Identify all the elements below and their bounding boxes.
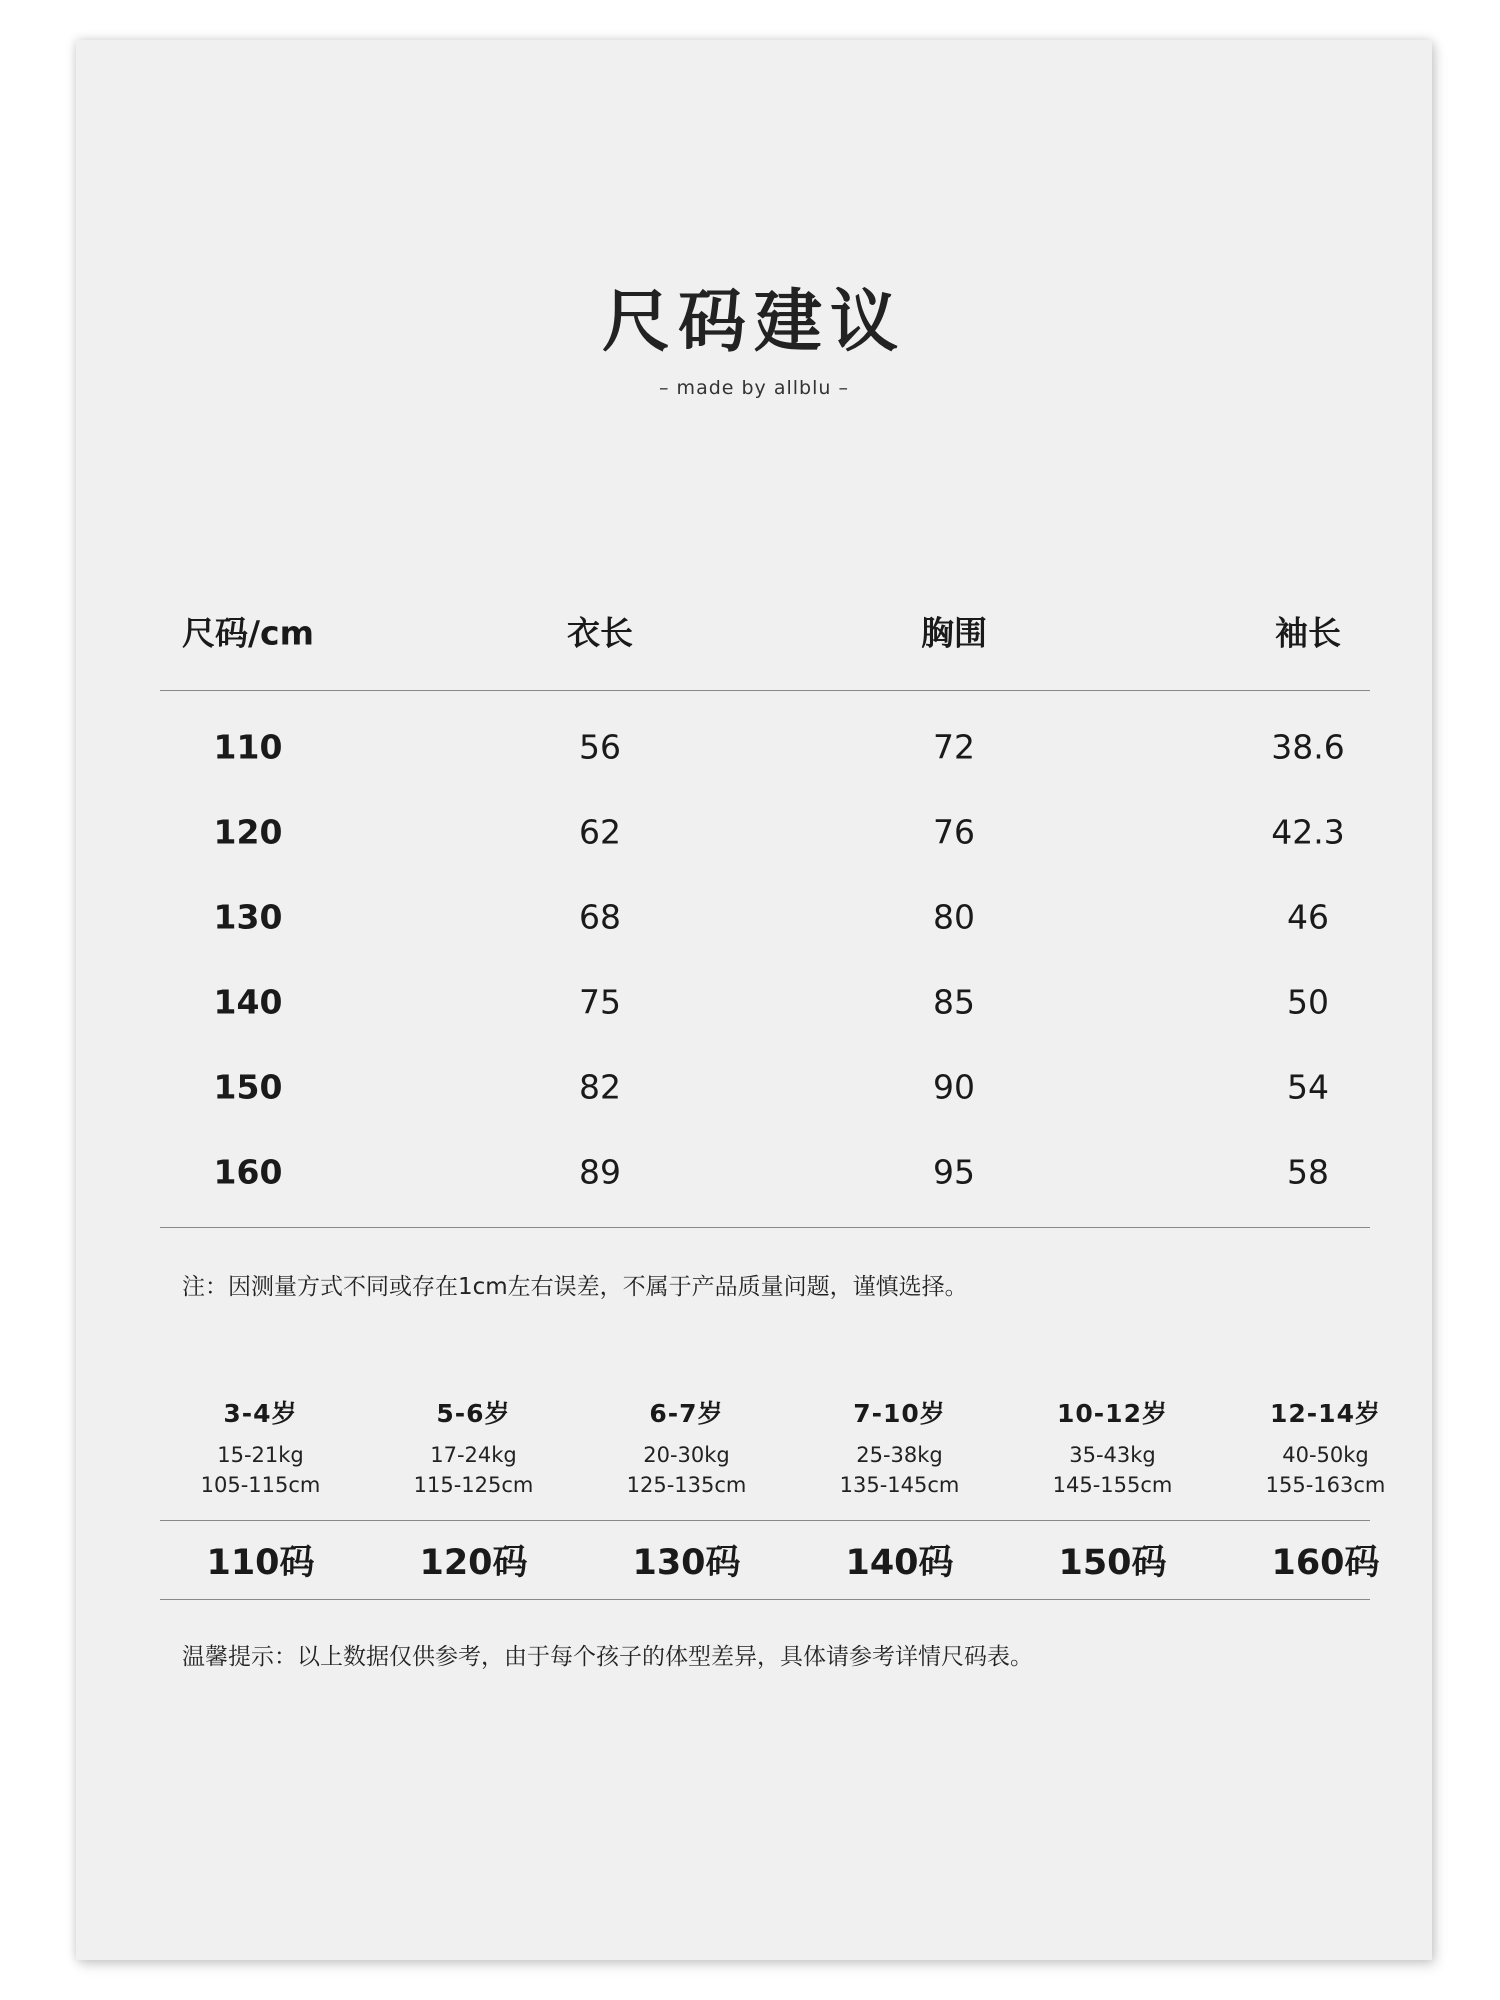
size-table	[160, 580, 1370, 1228]
height-range: 125-135cm	[626, 1473, 747, 1497]
length-cell: 56	[579, 727, 621, 766]
table-row	[160, 874, 1370, 959]
page-title: 尺码建议	[601, 283, 906, 362]
chest-cell: 90	[933, 1067, 975, 1106]
age-column	[799, 1394, 1000, 1500]
weight-range: 25-38kg	[856, 1443, 943, 1467]
size-cell: 160	[213, 1152, 283, 1191]
sleeve-cell: 42.3	[1271, 812, 1345, 851]
age-column	[586, 1394, 787, 1500]
age-label: 3-4岁	[223, 1399, 298, 1428]
table-row	[160, 1044, 1370, 1129]
length-cell: 62	[579, 812, 621, 851]
height-range: 135-145cm	[839, 1473, 960, 1497]
size-guide-sheet	[76, 40, 1432, 1960]
table-row	[160, 789, 1370, 874]
header-size: 尺码/cm	[182, 613, 314, 653]
warm-tip: 温馨提示：以上数据仅供参考，由于每个孩子的体型差异，具体请参考详情尺码表。	[182, 1644, 1033, 1670]
size-cell: 150	[213, 1067, 283, 1106]
height-range: 115-125cm	[413, 1473, 534, 1497]
header-sleeve: 袖长	[1275, 613, 1341, 653]
chest-cell: 95	[933, 1152, 975, 1191]
length-cell: 89	[579, 1152, 621, 1191]
weight-range: 17-24kg	[430, 1443, 517, 1467]
sleeve-cell: 46	[1287, 897, 1329, 936]
table-body	[160, 691, 1370, 1228]
age-column	[373, 1394, 574, 1500]
age-column	[1012, 1394, 1213, 1500]
header-chest: 胸围	[921, 613, 987, 653]
age-label: 7-10岁	[853, 1399, 946, 1428]
age-info-row	[160, 1380, 1386, 1521]
weight-range: 20-30kg	[643, 1443, 730, 1467]
chest-cell: 85	[933, 982, 975, 1021]
height-range: 145-155cm	[1052, 1473, 1173, 1497]
weight-range: 35-43kg	[1069, 1443, 1156, 1467]
brand-subtitle: – made by allblu –	[659, 377, 849, 399]
size-code: 110码	[206, 1543, 315, 1583]
size-code: 130码	[632, 1543, 741, 1583]
age-label: 5-6岁	[436, 1399, 511, 1428]
sleeve-cell: 38.6	[1271, 727, 1345, 766]
age-size-guide	[160, 1380, 1386, 1600]
size-cell: 110	[213, 727, 283, 766]
height-range: 105-115cm	[200, 1473, 321, 1497]
measurement-note: 注：因测量方式不同或存在1cm左右误差，不属于产品质量问题，谨慎选择。	[182, 1274, 968, 1300]
chest-cell: 76	[933, 812, 975, 851]
table-header-row	[160, 580, 1370, 691]
size-code-row	[160, 1521, 1380, 1600]
age-label: 12-14岁	[1270, 1399, 1381, 1428]
size-cell: 120	[213, 812, 283, 851]
length-cell: 75	[579, 982, 621, 1021]
sleeve-cell: 50	[1287, 982, 1329, 1021]
sleeve-cell: 58	[1287, 1152, 1329, 1191]
size-code: 150码	[1058, 1543, 1167, 1583]
age-column	[160, 1394, 361, 1500]
size-cell: 130	[213, 897, 283, 936]
length-cell: 82	[579, 1067, 621, 1106]
size-code: 160码	[1271, 1543, 1380, 1583]
age-label: 6-7岁	[649, 1399, 724, 1428]
age-label: 10-12岁	[1057, 1399, 1168, 1428]
header-length: 衣长	[567, 613, 633, 653]
sleeve-cell: 54	[1287, 1067, 1329, 1106]
chest-cell: 72	[933, 727, 975, 766]
size-code: 140码	[845, 1543, 954, 1583]
length-cell: 68	[579, 897, 621, 936]
chest-cell: 80	[933, 897, 975, 936]
weight-range: 40-50kg	[1282, 1443, 1369, 1467]
size-cell: 140	[213, 982, 283, 1021]
table-row	[160, 959, 1370, 1044]
height-range: 155-163cm	[1265, 1473, 1386, 1497]
table-row	[160, 704, 1370, 789]
age-column	[1225, 1394, 1426, 1500]
weight-range: 15-21kg	[217, 1443, 304, 1467]
table-row	[160, 1129, 1370, 1214]
size-code: 120码	[419, 1543, 528, 1583]
